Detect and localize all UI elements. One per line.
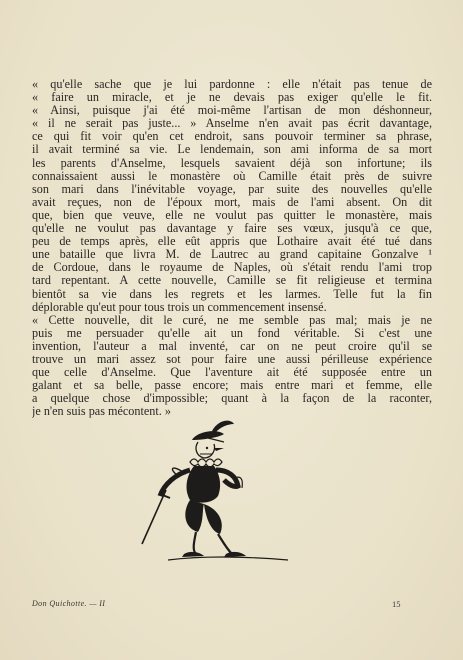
text-line: déplorable qu'eut pour tous trois un commencement insensé. [32, 300, 327, 314]
text-line: « qu'elle sache que je lui pardonne : elle n'était pas tenue de [32, 78, 432, 91]
text-line: trouve un mari assez sot pour faire une aussi périlleuse expérience [32, 352, 432, 366]
text-line: galant et sa belle, passe encore; mais entre mari et femme, elle [32, 379, 432, 393]
body-text [32, 78, 432, 418]
text-line: que celle d'Anselme. Que l'aventure ait été supposée entre un [32, 366, 432, 380]
text-line: puis me persuader qu'elle ait un fond véritable. Si c'est une [32, 326, 432, 340]
text-line: bientôt sa vie dans les regrets et les larmes. Telle fut la fin [32, 287, 432, 301]
text-line: avait reçues, non de l'époux mort, mais de l'ami absent. On dit [32, 195, 432, 209]
text-line: « faire un miracle, et je ne devais pas exiger qu'elle le fit. [32, 91, 432, 105]
text-line: que, bien que veuve, elle ne voulut pas quitter le monastère, mais [32, 208, 432, 222]
cavalier-illustration [120, 404, 320, 574]
text-line: connaissaient aussi le monastère où Camille était près de suivre [32, 169, 432, 183]
text-line: ce qui fit voir qu'en cet endroit, sans pouvoir terminer sa phrase, [32, 130, 432, 144]
text-line: peu de temps après, elle eût appris que Lothaire avait été tué dans [32, 235, 432, 249]
text-line: invention, l'auteur a mal inventé, car on ne peut croire qu'il se [32, 339, 432, 353]
text-line: son mari dans l'inévitable voyage, par suite des nouvelles qu'elle [32, 182, 432, 196]
text-line: « Cette nouvelle, dit le curé, ne me semble pas mal; mais je ne [32, 313, 432, 327]
page-number: 15 [392, 599, 401, 609]
text-line: a quelque chose d'impossible; quant à la façon de la raconter, [32, 392, 432, 406]
text-line: il avait terminé sa vie. Le lendemain, son ami informa de sa mort [32, 143, 432, 157]
text-line: les parents d'Anselme, lesquels savaient déjà son infortune; ils [32, 156, 432, 170]
text-line: je n'en suis pas mécontent. » [32, 405, 171, 419]
text-line: de Cordoue, dans le royaume de Naples, où s'était rendu l'ami trop [32, 261, 432, 275]
text-line: une bataille que livra M. de Lautrec au grand capitaine Gonzalve ¹ [32, 248, 432, 262]
text-line: « Ainsi, puisque j'ai été moi-même l'artisan de mon déshonneur, [32, 104, 432, 118]
text-line: « il ne serait pas juste... » Anselme n'en avait pas écrit davantage, [32, 117, 432, 131]
text-line: qu'elle ne voulut pas davantage y faire ses vœux, jusqu'à ce que, [32, 222, 432, 236]
footer-title: Don Quichotte. — II [32, 599, 106, 608]
text-line: tard repentant. A cette nouvelle, Camille se fit religieuse et termina [32, 274, 432, 288]
